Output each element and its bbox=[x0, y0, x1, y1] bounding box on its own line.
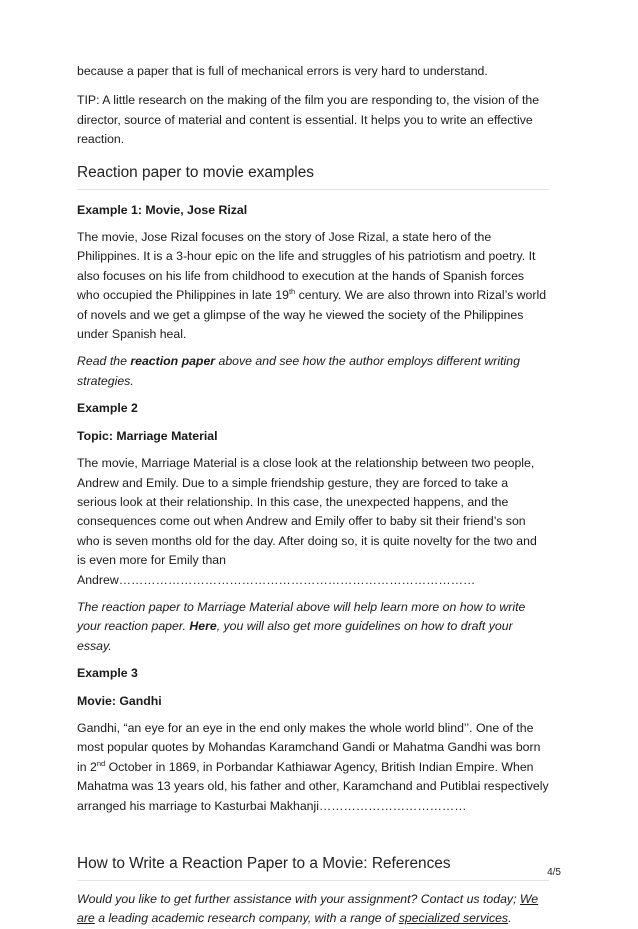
example2-note bbox=[77, 598, 549, 656]
example1-note-before: Read the bbox=[77, 354, 131, 369]
references-paragraph bbox=[77, 890, 549, 929]
section-heading-references: How to Write a Reaction Paper to a Movie: References bbox=[77, 855, 451, 872]
page-number: 4/5 bbox=[547, 867, 561, 878]
example2-topic-text: Topic: Marriage Material bbox=[77, 428, 218, 443]
example3-body bbox=[77, 719, 549, 816]
intro-continuation-text: because a paper that is full of mechanical errors is very hard to understand. bbox=[77, 64, 488, 78]
example1-body-part1: The movie, Jose Rizal focuses on the story of Jose Rizal, a state hero of the Philippines. It is a 3-hour epic on the life and struggles of his patriotism and poetry. It also focuses on his life from childhood to execution at the hands of Spanish forces who occupied the Philippines in late 19 bbox=[77, 230, 536, 303]
example1-body-part2: century. We are also thrown into Rizal’s world of novels and we get a glimpse of the way he viewed the society of the Philippines under Spanish heal. bbox=[77, 288, 547, 342]
tip-paragraph: TIP: A little research on the making of the film you are responding to, the vision of the director, source of material and content is essential. It helps you to write an effective reaction. bbox=[77, 93, 540, 147]
example2-topic bbox=[77, 427, 549, 446]
example1-note-link[interactable]: reaction paper bbox=[130, 354, 216, 369]
example3-topic bbox=[77, 692, 549, 711]
section-divider bbox=[77, 189, 549, 190]
specialized-services-link[interactable]: specialized services bbox=[398, 911, 509, 926]
example1-title-text: Example 1: Movie, Jose Rizal bbox=[77, 202, 248, 217]
section-divider bbox=[77, 880, 549, 881]
section-heading-examples: Reaction paper to movie examples bbox=[77, 163, 314, 181]
example3-label-text: Example 3 bbox=[77, 666, 138, 681]
example3-label bbox=[77, 664, 549, 683]
example3-body-superscript: nd bbox=[96, 758, 106, 768]
example1-note-after: above and see how the author employs different writing strategies. bbox=[77, 354, 520, 388]
example1-body bbox=[77, 228, 549, 344]
example2-here-link[interactable]: Here bbox=[189, 619, 217, 634]
example3-body-part2: October in 1869, in Porbandar Kathiawar Agency, British Indian Empire. When Mahatma was 13 years old, his father and other, Karamchand and Putiblai respectively arranged his marriage to Kasturbai Makhanji……………………………… bbox=[77, 759, 549, 813]
example2-label-text: Example 2 bbox=[77, 401, 138, 416]
example2-body: The movie, Marriage Material is a close look at the relationship between two people, Andrew and Emily. Due to a simple friendship gesture, they are forced to take a serious look at their relationship. In this case, the unexpected happens, and the consequences come out when Andrew and Emily offer to baby sit their friend’s son who is seven months old for the day. After doing so, it is quite novelty for the two and is even more for Emily than Andrew…………………………………………………………………………… bbox=[77, 456, 537, 587]
we-are-link[interactable]: We are bbox=[77, 892, 539, 926]
references-text-after: . bbox=[508, 911, 512, 926]
example2-note-before: The reaction paper to Marriage Material above will help learn more on how to write your reaction paper. bbox=[77, 599, 526, 634]
example2-label bbox=[77, 399, 549, 418]
example1-note bbox=[77, 352, 549, 391]
example3-topic-text: Movie: Gandhi bbox=[77, 693, 162, 708]
example3-body-part1: Gandhi, “an eye for an eye in the end only makes the whole world blind’’. One of the most popular quotes by Mohandas Karamchand Gandi or Mahatma Gandhi was born in 2 bbox=[77, 720, 541, 774]
example1-title bbox=[77, 201, 549, 220]
references-text-before: Would you like to get further assistance with your assignment? Contact us today; bbox=[77, 892, 520, 906]
document-page bbox=[77, 62, 549, 929]
example2-note-after: , you will also get more guidelines on how to draft your essay. bbox=[77, 619, 513, 653]
references-text-middle: a leading academic research company, with a range of bbox=[94, 911, 399, 926]
example1-body-superscript: th bbox=[288, 287, 296, 297]
